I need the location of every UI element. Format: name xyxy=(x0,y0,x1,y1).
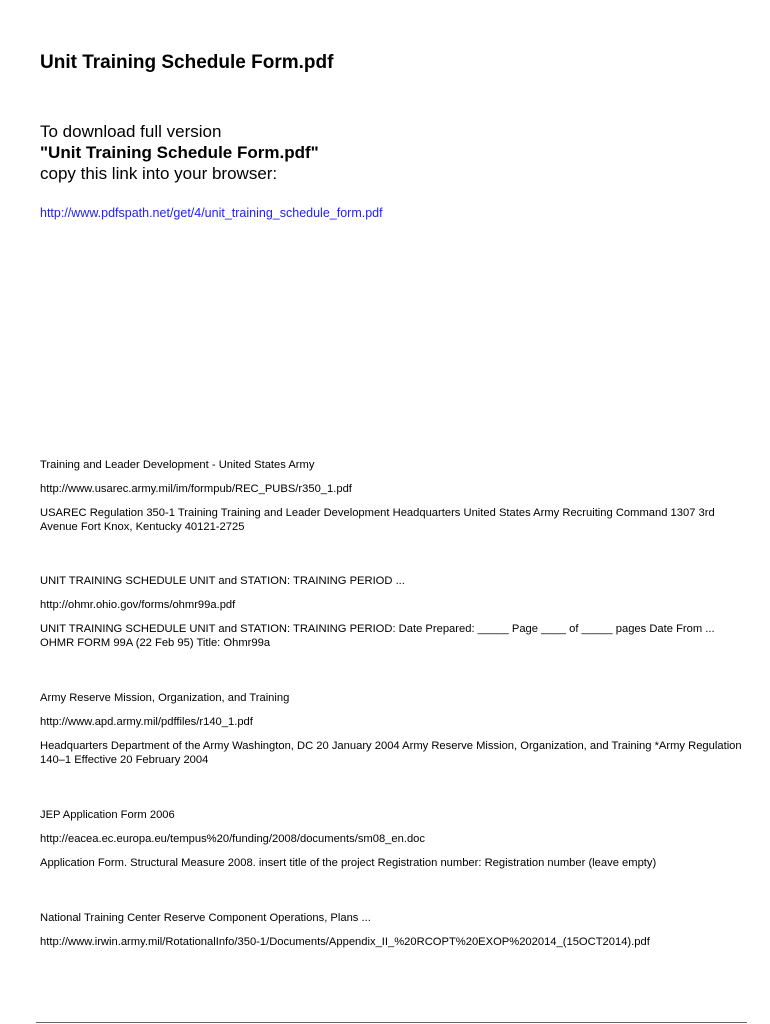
intro-line-1: To download full version xyxy=(40,122,222,141)
result-title: JEP Application Form 2006 xyxy=(40,809,175,821)
result-description: USAREC Regulation 350-1 Training Training and Leader Development Headquarters United States Army Recruiting Command 1307 3rd Avenue Fort Knox, Kentucky 40121-2725 xyxy=(40,507,715,533)
result-url: http://eacea.ec.europa.eu/tempus%20/funding/2008/documents/sm08_en.doc xyxy=(40,833,425,845)
result-title: Training and Leader Development - United States Army xyxy=(40,459,315,471)
intro-filename: "Unit Training Schedule Form.pdf" xyxy=(40,143,319,162)
result-item xyxy=(40,574,750,650)
document-title: Unit Training Schedule Form.pdf xyxy=(40,52,334,73)
download-link[interactable]: http://www.pdfspath.net/get/4/unit_training_schedule_form.pdf xyxy=(40,206,383,220)
result-url: http://www.irwin.army.mil/RotationalInfo/350-1/Documents/Appendix_II_%20RCOPT%20EXOP%202014_(15OCT2014).pdf xyxy=(40,936,650,948)
result-title: Army Reserve Mission, Organization, and Training xyxy=(40,692,290,704)
result-url: http://www.usarec.army.mil/im/formpub/REC_PUBS/r350_1.pdf xyxy=(40,483,352,495)
footer-divider xyxy=(36,1022,747,1023)
result-description: Application Form. Structural Measure 2008. insert title of the project Registration number: Registration number (leave empty) xyxy=(40,857,657,869)
result-item xyxy=(40,458,750,534)
result-title: National Training Center Reserve Component Operations, Plans ... xyxy=(40,912,371,924)
result-item xyxy=(40,691,750,767)
result-item xyxy=(40,911,750,949)
intro-line-3: copy this link into your browser: xyxy=(40,164,278,183)
download-instructions xyxy=(40,121,319,184)
result-url: http://ohmr.ohio.gov/forms/ohmr99a.pdf xyxy=(40,599,236,611)
result-description: UNIT TRAINING SCHEDULE UNIT and STATION: TRAINING PERIOD: Date Prepared: _____ Page ____ of _____ pages Date From ... OHMR FORM 99A (22 Feb 95) Title: Ohmr99a xyxy=(40,623,715,649)
result-title: UNIT TRAINING SCHEDULE UNIT and STATION: TRAINING PERIOD ... xyxy=(40,575,405,587)
result-url: http://www.apd.army.mil/pdffiles/r140_1.pdf xyxy=(40,716,253,728)
result-description: Headquarters Department of the Army Washington, DC 20 January 2004 Army Reserve Mission, Organization, and Training *Army Regulation 140–1 Effective 20 February 2004 xyxy=(40,740,742,766)
result-item xyxy=(40,808,750,870)
